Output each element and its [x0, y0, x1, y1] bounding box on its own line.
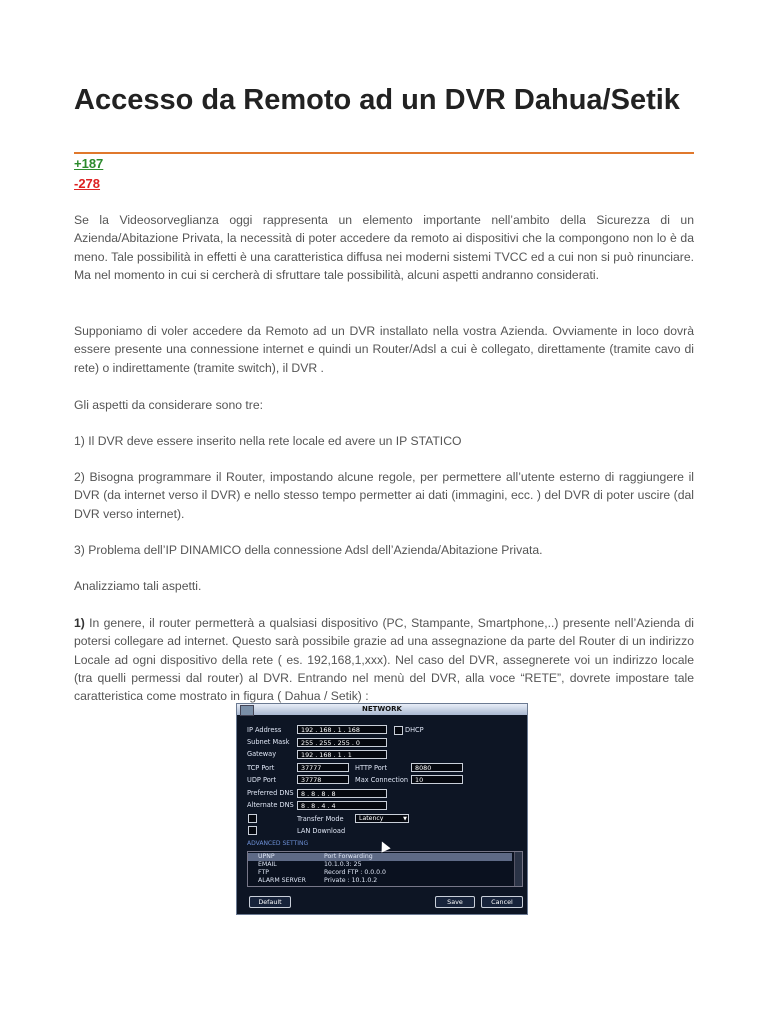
paragraph-analysis: Analizziamo tali aspetti.	[74, 579, 202, 593]
subnet-mask-field[interactable]: 255 . 255 . 255 . 0	[297, 738, 387, 747]
lan-download-checkbox[interactable]	[248, 826, 257, 835]
preferred-dns-field[interactable]: 8 . 8 . 8 . 8	[297, 789, 387, 798]
title-divider	[74, 152, 694, 154]
gateway-label: Gateway	[247, 750, 277, 758]
paragraph-point-2: 2) Bisogna programmare il Router, impostando alcune regole, per permettere all’utente esterno di raggiungere il DVR (da internet verso il DVR) e nello stesso tempo permetter ai dati (immagini, ecc. ) del DVR di poter uscire (dal DVR verso internet).	[74, 470, 694, 521]
alternate-dns-label: Alternate DNS	[247, 801, 294, 809]
list-item-value: Record FTP : 0.0.0.0	[324, 869, 386, 876]
advanced-settings-list[interactable]	[247, 851, 523, 887]
http-port-field[interactable]: 8080	[411, 763, 463, 772]
ip-address-field[interactable]: 192 . 168 . 1 . 168	[297, 725, 387, 734]
list-scrollbar[interactable]	[514, 852, 522, 886]
preferred-dns-label: Preferred DNS	[247, 789, 294, 797]
alternate-dns-field[interactable]: 8 . 8 . 4 . 4	[297, 801, 387, 810]
advanced-setting-header: ADVANCED SETTING	[247, 840, 309, 847]
vote-up-link[interactable]: +187	[74, 156, 104, 171]
list-item-value: Port Forwarding	[324, 853, 373, 860]
udp-port-field[interactable]: 37778	[297, 775, 349, 784]
tcp-port-label: TCP Port	[247, 764, 275, 772]
list-item-value: 10.1.0.3: 25	[324, 861, 362, 868]
page-title: Accesso da Remoto ad un DVR Dahua/Setik	[74, 84, 680, 116]
paragraph-intro: Se la Videosorveglianza oggi rappresenta un elemento importante nell’ambito della Sicurezza di un Azienda/Abitazione Privata, la necessità di poter accedere da remoto ai dispositivi che la compongono non lo è da meno. Tale possibilità in effetti è una caratteristica diffusa nei moderni sistemi TVCC ed a cui non si può rinunciare. Ma nel momento in cui si cercherà di sfruttare tale possibilità, alcuni aspetti andranno considerati.	[74, 213, 694, 282]
list-item[interactable]	[248, 853, 512, 861]
dialog-title: NETWORK	[237, 704, 527, 715]
transfer-mode-select[interactable]	[355, 814, 409, 823]
cancel-button[interactable]: Cancel	[481, 896, 523, 908]
point-text: In genere, il router permetterà a qualsiasi dispositivo (PC, Stampante, Smartphone,..) presente nell’Azienda di potersi collegare ad internet. Questo sarà possibile grazie ad una assegnazione da parte del Router di un indirizzo Locale ad ogni dispositivo della rete ( es. 192,168,1,xxx). Nel caso del DVR, assegnerete voi un indirizzo locale (tra quelli permessi dal router) al DVR. Entrando nel menù del DVR, alla voce “RETE”, dovrete impostare tale caratteristica come mostrato in figura ( Dahua / Setik) :	[74, 616, 694, 704]
vote-down-link[interactable]: -278	[74, 176, 101, 191]
ip-label: IP Address	[247, 726, 282, 734]
dhcp-checkbox[interactable]	[394, 726, 403, 735]
lan-download-label: LAN Download	[297, 827, 346, 835]
transfer-mode-checkbox[interactable]	[248, 814, 257, 823]
list-item-name: EMAIL	[258, 861, 277, 868]
default-button[interactable]: Default	[249, 896, 291, 908]
http-port-label: HTTP Port	[355, 764, 388, 772]
gateway-field[interactable]: 192 . 168 . 1 . 1	[297, 750, 387, 759]
list-item-name: FTP	[258, 869, 269, 876]
max-connection-field[interactable]: 10	[411, 775, 463, 784]
udp-port-label: UDP Port	[247, 776, 277, 784]
paragraph-point-1: 1) Il DVR deve essere inserito nella rete locale ed avere un IP STATICO	[74, 434, 462, 448]
list-item[interactable]	[248, 861, 512, 869]
point-number: 1)	[74, 616, 85, 630]
list-item-name: UPNP	[258, 853, 275, 860]
paragraph-aspects: Gli aspetti da considerare sono tre:	[74, 398, 264, 412]
network-icon	[240, 705, 254, 716]
paragraph-scenario: Supponiamo di voler accedere da Remoto ad un DVR installato nella vostra Azienda. Ovviamente in loco dovrà essere presente una connessione internet e quindi un Router/Adsl a cui è collegato, direttamente (tramite cavo di rete) o indirettamente (tramite switch), il DVR .	[74, 324, 694, 375]
paragraph-detail-1	[74, 614, 694, 705]
list-item[interactable]	[248, 869, 512, 877]
chevron-down-icon: ▼	[403, 816, 407, 822]
save-button[interactable]: Save	[435, 896, 475, 908]
dhcp-label: DHCP	[405, 726, 424, 734]
list-item[interactable]	[248, 877, 512, 885]
network-dialog	[236, 703, 528, 915]
tcp-port-field[interactable]: 37777	[297, 763, 349, 772]
max-connection-label: Max Connection	[355, 776, 409, 784]
list-item-value: Private : 10.1.0.2	[324, 877, 378, 884]
paragraph-point-3: 3) Problema dell’IP DINAMICO della connessione Adsl dell’Azienda/Abitazione Privata.	[74, 543, 543, 557]
list-item-name: ALARM SERVER	[258, 877, 306, 884]
subnet-label: Subnet Mask	[247, 738, 290, 746]
transfer-mode-label: Transfer Mode	[297, 815, 344, 823]
transfer-mode-value: Latency	[359, 815, 384, 822]
